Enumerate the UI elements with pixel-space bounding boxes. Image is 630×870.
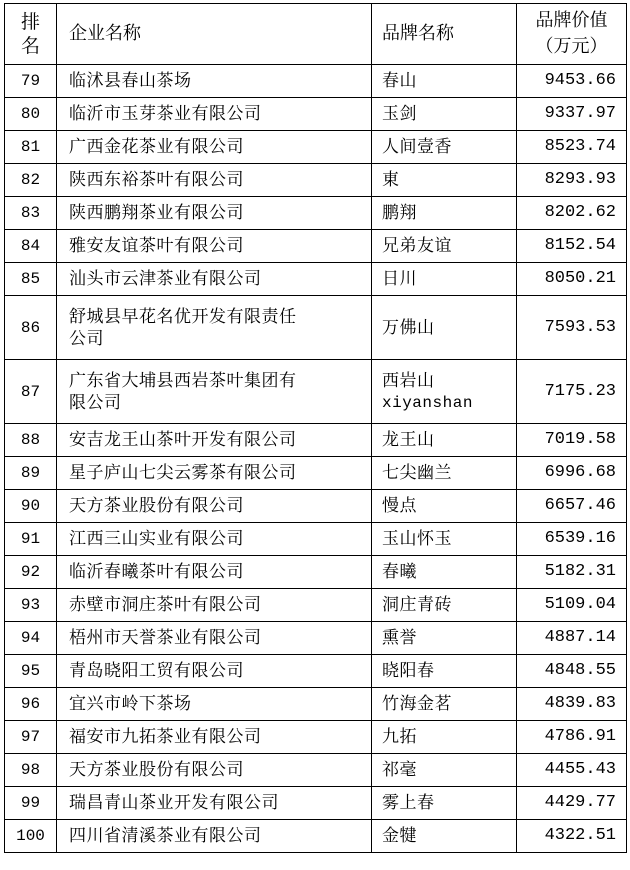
brand-value-cell: 8202.62 (517, 197, 627, 230)
brand-cell: 雾上春 (372, 787, 517, 820)
rank-cell: 96 (5, 688, 57, 721)
brand-cell: 祁毫 (372, 754, 517, 787)
rank-cell: 97 (5, 721, 57, 754)
brand-cell: 熏誉 (372, 622, 517, 655)
rank-cell: 89 (5, 457, 57, 490)
rank-cell: 87 (5, 360, 57, 424)
brand-cell: 九拓 (372, 721, 517, 754)
company-cell: 宜兴市岭下茶场 (57, 688, 372, 721)
company-cell: 瑞昌青山茶业开发有限公司 (57, 787, 372, 820)
rank-cell: 95 (5, 655, 57, 688)
table-row (5, 754, 627, 787)
header-rank-line1: 排 (20, 11, 40, 33)
brand-cell: 万佛山 (372, 296, 517, 360)
rank-cell: 84 (5, 230, 57, 263)
brand-cell: 玉山怀玉 (372, 523, 517, 556)
brand-cell: 鹏翔 (372, 197, 517, 230)
brand-value-cell: 7019.58 (517, 424, 627, 457)
rank-cell: 83 (5, 197, 57, 230)
brand-cell: 春山 (372, 65, 517, 98)
rank-cell: 100 (5, 820, 57, 853)
brand-value-cell: 7175.23 (517, 360, 627, 424)
header-value-line2: （万元） (535, 36, 608, 57)
rank-cell: 80 (5, 98, 57, 131)
brand-value-cell: 4786.91 (517, 721, 627, 754)
company-cell: 临沂春曦茶叶有限公司 (57, 556, 372, 589)
brand-value-cell: 8050.21 (517, 263, 627, 296)
company-cell (57, 296, 372, 360)
table-row (5, 263, 627, 296)
brand-cell: 人间壹香 (372, 131, 517, 164)
company-cell: 青岛晓阳工贸有限公司 (57, 655, 372, 688)
header-value (517, 4, 627, 65)
company-cell: 梧州市天誉茶业有限公司 (57, 622, 372, 655)
brand-value-cell: 4455.43 (517, 754, 627, 787)
header-company: 企业名称 (57, 4, 372, 65)
brand-value-cell: 4322.51 (517, 820, 627, 853)
header-value-line1: 品牌价值 (535, 10, 608, 31)
company-cell: 星子庐山七尖云雾茶有限公司 (57, 457, 372, 490)
header-rank (5, 4, 57, 65)
brand-cell: 七尖幽兰 (372, 457, 517, 490)
brand-cell: 春曦 (372, 556, 517, 589)
rank-cell: 94 (5, 622, 57, 655)
brand-cell: 晓阳春 (372, 655, 517, 688)
table-row (5, 360, 627, 424)
rank-cell: 81 (5, 131, 57, 164)
table-row (5, 622, 627, 655)
company-name-line-2: 公司 (69, 328, 104, 349)
table-row (5, 556, 627, 589)
table-row (5, 296, 627, 360)
company-cell: 福安市九拓茶业有限公司 (57, 721, 372, 754)
rank-cell: 82 (5, 164, 57, 197)
table-header (5, 4, 627, 65)
table-row (5, 131, 627, 164)
brand-value-cell: 7593.53 (517, 296, 627, 360)
brand-value-cell: 6996.68 (517, 457, 627, 490)
company-cell: 四川省清溪茶业有限公司 (57, 820, 372, 853)
table-row (5, 523, 627, 556)
header-row (5, 4, 627, 65)
header-brand: 品牌名称 (372, 4, 517, 65)
table-row (5, 655, 627, 688)
table-body (5, 65, 627, 853)
company-cell: 汕头市云津茶业有限公司 (57, 263, 372, 296)
brand-value-cell: 8523.74 (517, 131, 627, 164)
brand-value-cell: 9337.97 (517, 98, 627, 131)
company-name-line-1: 广东省大埔县西岩茶叶集团有 (69, 370, 297, 391)
company-cell: 雅安友谊茶叶有限公司 (57, 230, 372, 263)
company-cell: 广西金花茶业有限公司 (57, 131, 372, 164)
rank-cell: 85 (5, 263, 57, 296)
company-name-line-1: 舒城县早花名优开发有限责任 (69, 306, 297, 327)
company-cell: 天方茶业股份有限公司 (57, 490, 372, 523)
brand-value-cell: 6539.16 (517, 523, 627, 556)
brand-value-cell: 8293.93 (517, 164, 627, 197)
table-row (5, 65, 627, 98)
company-cell (57, 360, 372, 424)
rank-cell: 79 (5, 65, 57, 98)
brand-cell: 金犍 (372, 820, 517, 853)
brand-cell (372, 360, 517, 424)
brand-name-line-1: 西岩山 (382, 370, 435, 391)
brand-cell: 東 (372, 164, 517, 197)
table-row (5, 197, 627, 230)
table-row (5, 787, 627, 820)
rank-cell: 91 (5, 523, 57, 556)
table-row (5, 721, 627, 754)
brand-value-cell: 8152.54 (517, 230, 627, 263)
brand-name-line-2: xiyanshan (382, 393, 473, 412)
company-cell: 安吉龙王山茶叶开发有限公司 (57, 424, 372, 457)
brand-value-cell: 5109.04 (517, 589, 627, 622)
brand-value-cell: 5182.31 (517, 556, 627, 589)
rank-cell: 90 (5, 490, 57, 523)
rank-cell: 92 (5, 556, 57, 589)
brand-value-cell: 4848.55 (517, 655, 627, 688)
table-row (5, 98, 627, 131)
brand-cell: 兄弟友谊 (372, 230, 517, 263)
brand-cell: 洞庄青砖 (372, 589, 517, 622)
table-row (5, 589, 627, 622)
rank-cell: 88 (5, 424, 57, 457)
brand-value-cell: 4839.83 (517, 688, 627, 721)
rank-cell: 99 (5, 787, 57, 820)
brand-value-cell: 4429.77 (517, 787, 627, 820)
company-cell: 天方茶业股份有限公司 (57, 754, 372, 787)
brand-cell: 竹海金茗 (372, 688, 517, 721)
company-cell: 陕西东裕茶叶有限公司 (57, 164, 372, 197)
brand-cell: 日川 (372, 263, 517, 296)
table-row (5, 490, 627, 523)
brand-cell: 玉剑 (372, 98, 517, 131)
company-name-line-2: 限公司 (69, 392, 122, 413)
brand-cell: 龙王山 (372, 424, 517, 457)
rank-cell: 93 (5, 589, 57, 622)
company-cell: 临沂市玉芽茶业有限公司 (57, 98, 372, 131)
table-row (5, 820, 627, 853)
brand-value-cell: 4887.14 (517, 622, 627, 655)
company-cell: 陕西鹏翔茶业有限公司 (57, 197, 372, 230)
company-cell: 临沭县春山茶场 (57, 65, 372, 98)
company-cell: 江西三山实业有限公司 (57, 523, 372, 556)
table-row (5, 688, 627, 721)
table-row (5, 424, 627, 457)
header-rank-line2: 名 (20, 35, 40, 57)
rank-cell: 86 (5, 296, 57, 360)
brand-cell: 慢点 (372, 490, 517, 523)
rank-cell: 98 (5, 754, 57, 787)
table-row (5, 230, 627, 263)
table-row (5, 457, 627, 490)
brand-value-table (4, 3, 627, 853)
company-cell: 赤壁市洞庄茶叶有限公司 (57, 589, 372, 622)
brand-value-cell: 9453.66 (517, 65, 627, 98)
brand-value-cell: 6657.46 (517, 490, 627, 523)
table-row (5, 164, 627, 197)
